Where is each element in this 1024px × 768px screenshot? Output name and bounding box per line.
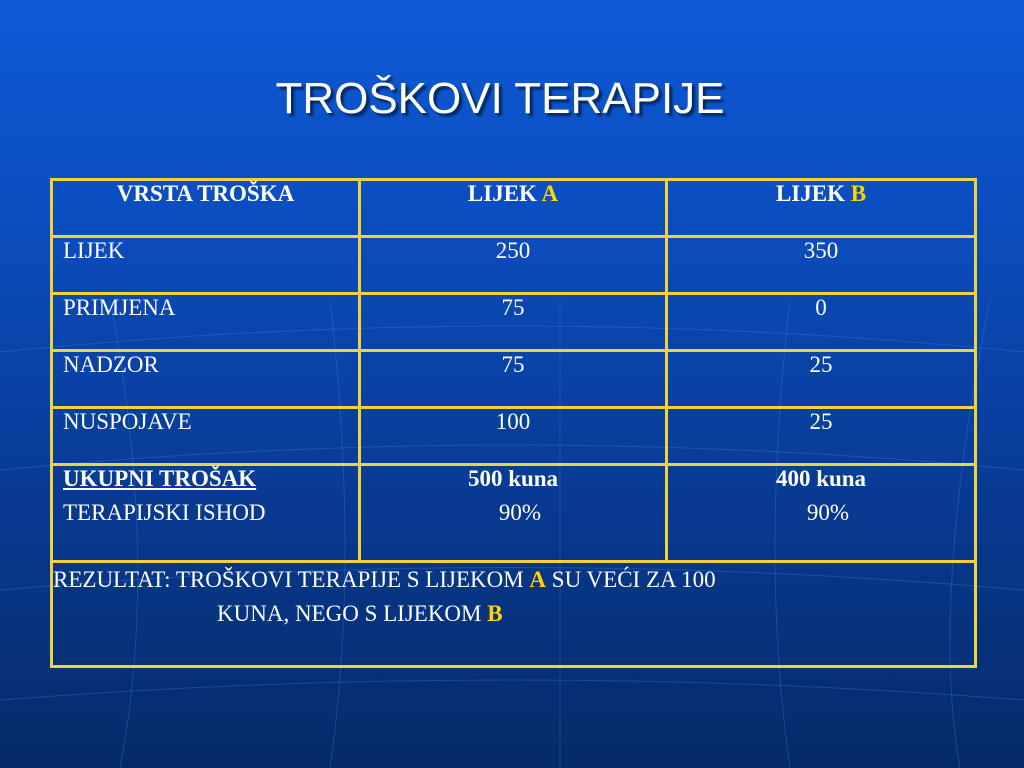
cost-table (50, 178, 977, 668)
result-letter-b: B (487, 601, 503, 626)
row-value-b: 350 (667, 237, 976, 294)
header-drug-a (360, 180, 667, 237)
result-line-2 (53, 597, 974, 631)
total-drug-a-cell (360, 465, 667, 562)
result-row (52, 562, 976, 667)
result-text-2: SU VEĆI ZA 100 (546, 567, 716, 592)
row-value-a: 100 (360, 408, 667, 465)
outcome-b: 90% (806, 500, 850, 525)
row-value-a: 75 (360, 294, 667, 351)
row-value-a: 75 (360, 351, 667, 408)
header-cost-type (52, 180, 360, 237)
table-header-row (52, 180, 976, 237)
header-drug-b (667, 180, 976, 237)
row-value-b: 0 (667, 294, 976, 351)
outcome-a: 90% (498, 500, 542, 525)
row-value-b: 25 (667, 351, 976, 408)
total-cost-label: UKUPNI TROŠAK (63, 466, 257, 491)
header-drug-a-letter: A (541, 181, 559, 206)
row-label: NUSPOJAVE (52, 408, 360, 465)
table-row (52, 237, 976, 294)
row-label: LIJEK (52, 237, 360, 294)
total-cost-a: 500 kuna (467, 466, 559, 491)
row-value-b: 25 (667, 408, 976, 465)
total-cost-b: 400 kuna (775, 466, 867, 491)
row-label: NADZOR (52, 351, 360, 408)
header-cost-type-label: VRSTA TROŠKA (116, 181, 295, 206)
table-row (52, 408, 976, 465)
result-text-3: KUNA, NEGO S LIJEKOM (217, 601, 488, 626)
header-drug-b-label: LIJEK (775, 181, 851, 206)
therapy-outcome-label: TERAPIJSKI ISHOD (63, 500, 266, 525)
row-value-a: 250 (360, 237, 667, 294)
total-drug-b-cell (667, 465, 976, 562)
result-line-1 (53, 563, 974, 597)
result-text-1: REZULTAT: TROŠKOVI TERAPIJE S LIJEKOM (53, 567, 530, 592)
result-letter-a: A (529, 567, 547, 592)
table-row (52, 351, 976, 408)
total-row (52, 465, 976, 562)
result-cell (52, 562, 976, 667)
header-drug-a-label: LIJEK (467, 181, 542, 206)
table-row (52, 294, 976, 351)
row-label: PRIMJENA (52, 294, 360, 351)
header-drug-b-letter: B (850, 181, 867, 206)
page-title: TROŠKOVI TERAPIJE (275, 74, 725, 123)
total-label-cell (52, 465, 360, 562)
